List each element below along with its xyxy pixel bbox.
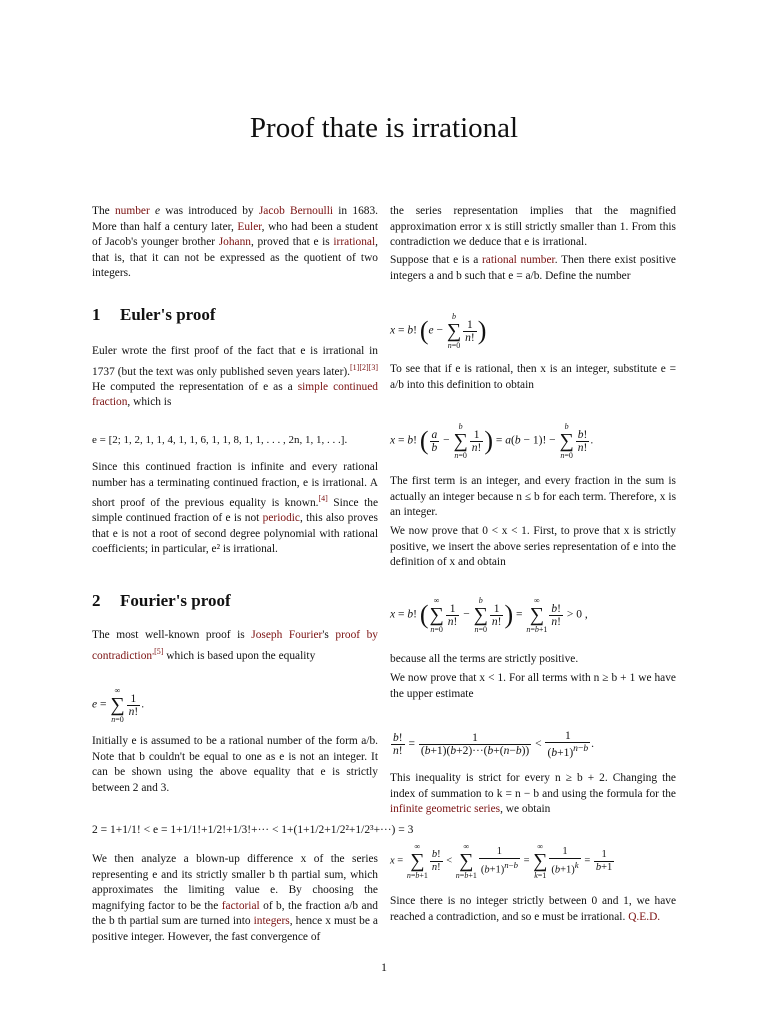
continued-fraction-link[interactable]: simple continued fraction [92, 380, 378, 409]
periodic-link[interactable]: periodic [262, 512, 300, 525]
x-positive-equation: x = b! ( ∞ ∑ n=0 $\frac{1}{n!}$ − b ∑ n=0 $\frac{1}{n!}$ ) = ∞ ∑ n=b+1 $\frac{b!}{n!}$ > 0 , [390, 596, 588, 634]
paragraph-text: . Then there exist positive integers a and b such that e = a/b. Define the number [390, 254, 676, 282]
citation-link[interactable]: ,[5] [152, 646, 164, 656]
paragraph-text: Euler wrote the first proof of the fact that e is irrational in 1737 (but the text was only published seven years later). [92, 345, 378, 378]
integers-link[interactable]: integers [253, 915, 290, 927]
right-paragraph-1: the series representation implies that the magnified approximation error x is still strictly smaller than 1. From this contradiction we deduce that e is irrational. [390, 205, 676, 248]
right-paragraph-4: The first term is an integer, and every fraction in the sum is actually an integer because n ≤ b for each term. Therefore, x is an integer. [390, 475, 676, 518]
paragraph-text: , which is [127, 396, 172, 409]
intro-text: was introduced by [165, 205, 259, 217]
x-definition-equation: x = b! (e − b ∑ n=0 $\frac{1}{n!}$ ) [390, 312, 487, 350]
factorial-link[interactable]: factorial [221, 899, 260, 912]
intro-text: The [92, 205, 115, 217]
paragraph-text: The most well-known proof is [92, 629, 252, 641]
paragraph-text: He computed the representation of e as a [92, 380, 298, 393]
right-paragraph-6: because all the terms are strictly positive. [390, 653, 579, 665]
fourier-paragraph-3 [92, 852, 378, 945]
paragraph-text: , this also proves that e is not a root of second degree polynomial with rational coefficients; in particular, e² is irrational. [92, 512, 378, 556]
number-link[interactable]: number [114, 205, 150, 217]
fourier-paragraph-2: Initially e is assumed to be a rational number of the form a/b. Note that b couldn't be equal to one as e is not an integer. It can be shown using the above equality that e is strictly between 2 and 3. [92, 735, 378, 794]
geometric-series-link[interactable]: infinite geometric series [390, 803, 501, 815]
x-bound-equation: x = ∞ ∑ n=b+1 $\frac{b!}{n!}$ < ∞ ∑ n=b+1 $\frac{1}{(b+1)^{n-b}}$ = ∞ ∑ k=1 $\frac{1}{(b+1)^k}$ = $\frac{1}{b+1}$ [390, 842, 613, 880]
rational-number-link[interactable]: rational number [482, 254, 555, 266]
fourier-paragraph [92, 628, 378, 664]
paragraph-text: This inequality is strict for every n ≥ b + 2. Changing the index of summation to k = n − b and using the formula for the [390, 772, 676, 800]
bernoulli-link[interactable]: Jacob Bernoulli [258, 205, 334, 217]
paragraph-text: Since there is no integer strictly between 0 and 1, we have reached a contradiction, and so e must be irrational. [390, 895, 676, 923]
irrational-link[interactable]: irrational [333, 236, 376, 248]
fourier-link[interactable]: Joseph Fourier [251, 629, 323, 641]
proof-by-contradiction-link[interactable]: proof by contradiction [92, 629, 378, 662]
paragraph-text: 's [322, 629, 336, 641]
section-number: 2 [92, 591, 101, 610]
euler-link[interactable]: Euler [237, 220, 262, 233]
paragraph-text: We then analyze a blown-up difference x of the series representing e and its strictly smaller b th partial sum, which approximates the limiting value e. By choosing the magnifying factor to be the [92, 853, 378, 912]
upper-estimate-equation: $\frac{b!}{n!}$ = $\frac{1}{(b+1)(b+2)\cdot\cdot\cdot(b+(n-b))}$ < $\frac{1}{(b+1)^{n-b}}$ . [393, 730, 595, 759]
johann-link[interactable]: Johann [218, 236, 251, 248]
intro-paragraph [92, 204, 378, 282]
page-title: Proof thate is irrational [249, 112, 519, 144]
section-number: 1 [92, 305, 101, 324]
right-paragraph-7: We now prove that x < 1. For all terms with n ≥ b + 1 we have the upper estimate [390, 672, 676, 700]
intro-text: in 1683. More than half a century later, [92, 205, 378, 233]
citation-link[interactable]: [4] [318, 494, 328, 503]
paragraph-text: Since this continued fraction is infinite and every rational number has a terminating continued fraction, e is irrational. A short proof of the previous equality is known. [92, 461, 378, 509]
page-number: 1 [381, 960, 387, 974]
intro-text: e [149, 205, 166, 217]
e-series-equation: e = ∞ ∑ n=0 $\frac{1}{n!}$ . [92, 686, 145, 724]
right-paragraph-8 [390, 771, 676, 818]
paragraph-text: , hence x must be a positive integer. However, the fast convergence of [92, 915, 378, 943]
intro-text: , that is, that it can not be expressed as the quotient of two integers. [92, 236, 378, 279]
continued-fraction-equation: e = [2; 1, 2, 1, 1, 4, 1, 1, 6, 1, 1, 8, 1, 1, . . . , 2n, 1, 1, . . .]. [92, 434, 348, 446]
section-1-heading [92, 305, 216, 325]
paragraph-text: of b, the fraction a/b and the b th partial sum are turned into [92, 899, 378, 927]
right-paragraph-5: We now prove that 0 < x < 1. First, to prove that x is strictly positive, we insert the above series representation of e into the definition of x and obtain [390, 525, 676, 568]
right-paragraph-3: To see that if e is rational, then x is an integer, substitute e = a/b into this definition to obtain [390, 363, 676, 391]
x-integer-equation: x = b! ( $\frac{a}{b}$ − b ∑ n=0 $\frac{1}{n!}$ ) = a(b − 1)! − b ∑ n=0 $\frac{b!}{n!}$ . [390, 422, 594, 460]
section-2-heading [92, 591, 231, 611]
right-paragraph-9 [390, 894, 676, 925]
right-paragraph-2 [390, 253, 676, 284]
paragraph-text: Suppose that e is a [390, 254, 483, 266]
paragraph-text: , we obtain [500, 803, 551, 815]
section-title: Fourier's proof [120, 591, 231, 610]
bounds-inequality: 2 = 1+1/1! < e = 1+1/1!+1/2!+1/3!+··· < 1+(1+1/2+1/2²+1/2³+···) = 3 [92, 824, 414, 836]
euler-paragraph [92, 344, 378, 411]
intro-text: , proved that e is [250, 236, 334, 248]
qed-link[interactable]: Q.E.D. [628, 910, 661, 923]
citation-link[interactable]: [1][2][3] [350, 362, 378, 372]
section-title: Euler's proof [120, 305, 216, 324]
paragraph-text: Since the simple continued fraction of e is not [92, 496, 379, 525]
paragraph-text: which is based upon the equality [163, 649, 316, 662]
euler-paragraph-2 [92, 460, 378, 558]
intro-text: , who had been a student of Jacob's younger brother [92, 220, 378, 248]
